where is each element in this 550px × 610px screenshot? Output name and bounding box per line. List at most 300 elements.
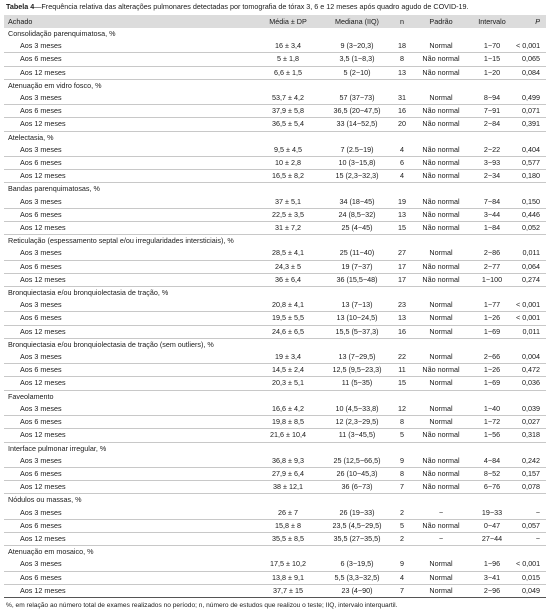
p-value-cell: < 0,001	[516, 558, 546, 571]
pattern-cell: Normal	[414, 558, 468, 571]
mean-sd-cell: 53,7 ± 4,2	[252, 92, 324, 105]
median-iqr-cell: 36,5 (20−47,5)	[324, 105, 390, 118]
table-row	[4, 455, 546, 468]
p-value-cell: −	[516, 532, 546, 545]
section-row	[4, 338, 546, 351]
header-n: n	[390, 15, 414, 28]
range-cell: 2−96	[468, 584, 516, 597]
n-count-cell: 4	[390, 571, 414, 584]
pattern-cell: Normal	[414, 584, 468, 597]
mean-sd-cell: 5 ± 1,8	[252, 53, 324, 66]
range-cell: 1−15	[468, 53, 516, 66]
table-row	[4, 571, 546, 584]
n-count-cell: 7	[390, 481, 414, 494]
section-title: Consolidação parenquimatosa, %	[8, 29, 116, 38]
n-count-cell: 17	[390, 260, 414, 273]
range-cell: 1−96	[468, 558, 516, 571]
pattern-cell: Normal	[414, 247, 468, 260]
finding-timepoint-cell: Aos 3 meses	[4, 351, 252, 364]
mean-sd-cell: 26 ± 7	[252, 507, 324, 520]
range-cell: 7−84	[468, 196, 516, 209]
pattern-cell: −	[414, 507, 468, 520]
median-iqr-cell: 24 (8,5−32)	[324, 208, 390, 221]
table-row	[4, 260, 546, 273]
finding-timepoint-cell: Aos 6 meses	[4, 312, 252, 325]
range-cell: 1−26	[468, 312, 516, 325]
pattern-cell: Normal	[414, 40, 468, 53]
pattern-cell: Não normal	[414, 519, 468, 532]
pattern-cell: Não normal	[414, 429, 468, 442]
median-iqr-cell: 12,5 (9,5−23,3)	[324, 364, 390, 377]
table-row	[4, 105, 546, 118]
p-value-cell: 0,027	[516, 416, 546, 429]
table-footnote: %, em relação ao número total de exames realizados no período; n, número de estudos que realizou o teste; IIQ, intervalo interquartil.	[6, 601, 398, 609]
median-iqr-cell: 9 (3−20,3)	[324, 40, 390, 53]
range-cell: 1−70	[468, 40, 516, 53]
n-count-cell: 13	[390, 208, 414, 221]
header-intervalo: Intervalo	[468, 15, 516, 28]
range-cell: 19−33	[468, 507, 516, 520]
median-iqr-cell: 13 (10−24,5)	[324, 312, 390, 325]
range-cell: 2−22	[468, 144, 516, 157]
mean-sd-cell: 21,6 ± 10,4	[252, 429, 324, 442]
range-cell: 1−26	[468, 364, 516, 377]
pattern-cell: Não normal	[414, 260, 468, 273]
p-value-cell: 0,052	[516, 222, 546, 235]
median-iqr-cell: 15,5 (5−37,3)	[324, 325, 390, 338]
p-value-cell: 0,577	[516, 157, 546, 170]
n-count-cell: 5	[390, 519, 414, 532]
header-achado: Achado	[4, 15, 252, 28]
range-cell: 1−69	[468, 377, 516, 390]
median-iqr-cell: 11 (5−35)	[324, 377, 390, 390]
table-row	[4, 157, 546, 170]
p-value-cell: 0,057	[516, 519, 546, 532]
p-value-cell: 0,004	[516, 351, 546, 364]
range-cell: 0−47	[468, 519, 516, 532]
table-row	[4, 196, 546, 209]
finding-timepoint-cell: Aos 12 meses	[4, 481, 252, 494]
table-row	[4, 532, 546, 545]
table-row	[4, 208, 546, 221]
finding-timepoint-cell: Aos 6 meses	[4, 105, 252, 118]
section-row	[4, 235, 546, 248]
header-media-dp: Média ± DP	[252, 15, 324, 28]
n-count-cell: 4	[390, 170, 414, 183]
table-row	[4, 222, 546, 235]
mean-sd-cell: 38 ± 12,1	[252, 481, 324, 494]
section-title: Bronquiectasia e/ou bronquiolectasia de tração, %	[8, 288, 169, 298]
mean-sd-cell: 37 ± 5,1	[252, 196, 324, 209]
table-caption-label: Tabela 4	[6, 2, 35, 11]
range-cell: 1−84	[468, 222, 516, 235]
pattern-cell: Não normal	[414, 170, 468, 183]
range-cell: 7−91	[468, 105, 516, 118]
range-cell: 8−94	[468, 92, 516, 105]
pattern-cell: Não normal	[414, 222, 468, 235]
finding-timepoint-cell: Aos 3 meses	[4, 247, 252, 260]
n-count-cell: 12	[390, 403, 414, 416]
range-cell: 2−86	[468, 247, 516, 260]
table-row	[4, 40, 546, 53]
mean-sd-cell: 16,5 ± 8,2	[252, 170, 324, 183]
n-count-cell: 8	[390, 53, 414, 66]
section-title: Atelectasia, %	[8, 132, 54, 142]
pattern-cell: Normal	[414, 403, 468, 416]
finding-timepoint-cell: Aos 12 meses	[4, 170, 252, 183]
n-count-cell: 16	[390, 325, 414, 338]
table-row	[4, 118, 546, 131]
table-body	[4, 28, 546, 597]
n-count-cell: 16	[390, 105, 414, 118]
range-cell: 4−84	[468, 455, 516, 468]
median-iqr-cell: 25 (12,5−66,5)	[324, 455, 390, 468]
pattern-cell: −	[414, 532, 468, 545]
n-count-cell: 23	[390, 299, 414, 312]
median-iqr-cell: 5 (2−10)	[324, 66, 390, 79]
finding-timepoint-cell: Aos 6 meses	[4, 157, 252, 170]
mean-sd-cell: 27,9 ± 6,4	[252, 467, 324, 480]
median-iqr-cell: 10 (3−15,8)	[324, 157, 390, 170]
pattern-cell: Não normal	[414, 118, 468, 131]
n-count-cell: 8	[390, 467, 414, 480]
n-count-cell: 13	[390, 312, 414, 325]
mean-sd-cell: 28,5 ± 4,1	[252, 247, 324, 260]
p-value-cell: 0,071	[516, 105, 546, 118]
finding-timepoint-cell: Aos 12 meses	[4, 325, 252, 338]
mean-sd-cell: 16,6 ± 4,2	[252, 403, 324, 416]
n-count-cell: 2	[390, 507, 414, 520]
mean-sd-cell: 19,5 ± 5,5	[252, 312, 324, 325]
n-count-cell: 6	[390, 157, 414, 170]
p-value-cell: 0,318	[516, 429, 546, 442]
median-iqr-cell: 57 (37−73)	[324, 92, 390, 105]
n-count-cell: 27	[390, 247, 414, 260]
p-value-cell: < 0,001	[516, 299, 546, 312]
n-count-cell: 13	[390, 66, 414, 79]
section-title: Nódulos ou massas, %	[8, 495, 82, 505]
finding-timepoint-cell: Aos 6 meses	[4, 571, 252, 584]
p-value-cell: 0,065	[516, 53, 546, 66]
table-row	[4, 66, 546, 79]
median-iqr-cell: 3,5 (1−8,3)	[324, 53, 390, 66]
p-value-cell: 0,404	[516, 144, 546, 157]
median-iqr-cell: 36 (6−73)	[324, 481, 390, 494]
median-iqr-cell: 23,5 (4,5−29,5)	[324, 519, 390, 532]
section-row	[4, 390, 546, 403]
p-value-cell: 0,064	[516, 260, 546, 273]
median-iqr-cell: 12 (2,3−29,5)	[324, 416, 390, 429]
median-iqr-cell: 10 (4,5−33,8)	[324, 403, 390, 416]
pattern-cell: Normal	[414, 351, 468, 364]
median-iqr-cell: 13 (7−29,5)	[324, 351, 390, 364]
table-row	[4, 377, 546, 390]
section-title: Interface pulmonar irregular, %	[8, 443, 107, 453]
mean-sd-cell: 37,7 ± 15	[252, 584, 324, 597]
section-title: Reticulação (espessamento septal e/ou irregularidades intersticiais), %	[8, 236, 234, 246]
p-value-cell: 0,036	[516, 377, 546, 390]
finding-timepoint-cell: Aos 3 meses	[4, 455, 252, 468]
p-value-cell: 0,446	[516, 208, 546, 221]
p-value-cell: 0,472	[516, 364, 546, 377]
p-value-cell: 0,242	[516, 455, 546, 468]
p-value-cell: 0,039	[516, 403, 546, 416]
finding-timepoint-cell: Aos 6 meses	[4, 260, 252, 273]
p-value-cell: 0,011	[516, 247, 546, 260]
table-row	[4, 364, 546, 377]
n-count-cell: 11	[390, 364, 414, 377]
section-row	[4, 28, 546, 40]
pattern-cell: Normal	[414, 416, 468, 429]
mean-sd-cell: 13,8 ± 9,1	[252, 571, 324, 584]
finding-timepoint-cell: Aos 12 meses	[4, 429, 252, 442]
finding-timepoint-cell: Aos 12 meses	[4, 222, 252, 235]
header-padrao: Padrão	[414, 15, 468, 28]
mean-sd-cell: 9,5 ± 4,5	[252, 144, 324, 157]
pattern-cell: Normal	[414, 312, 468, 325]
range-cell: 6−76	[468, 481, 516, 494]
p-value-cell: −	[516, 507, 546, 520]
finding-timepoint-cell: Aos 12 meses	[4, 532, 252, 545]
range-cell: 2−34	[468, 170, 516, 183]
section-row	[4, 546, 546, 559]
finding-timepoint-cell: Aos 6 meses	[4, 519, 252, 532]
finding-timepoint-cell: Aos 3 meses	[4, 403, 252, 416]
n-count-cell: 18	[390, 40, 414, 53]
range-cell: 1−40	[468, 403, 516, 416]
mean-sd-cell: 36,5 ± 5,4	[252, 118, 324, 131]
range-cell: 1−69	[468, 325, 516, 338]
mean-sd-cell: 36,8 ± 9,3	[252, 455, 324, 468]
table-row	[4, 273, 546, 286]
section-row	[4, 131, 546, 144]
p-value-cell: 0,391	[516, 118, 546, 131]
n-count-cell: 8	[390, 416, 414, 429]
section-title: Bandas parenquimatosas, %	[8, 184, 100, 194]
section-row	[4, 79, 546, 92]
median-iqr-cell: 36 (15,5−48)	[324, 273, 390, 286]
n-count-cell: 22	[390, 351, 414, 364]
results-table	[4, 15, 546, 598]
pattern-cell: Não normal	[414, 364, 468, 377]
section-title: Atenuação em vidro fosco, %	[8, 80, 102, 90]
mean-sd-cell: 20,3 ± 5,1	[252, 377, 324, 390]
median-iqr-cell: 25 (11−40)	[324, 247, 390, 260]
range-cell: 3−41	[468, 571, 516, 584]
p-value-cell: 0,157	[516, 467, 546, 480]
pattern-cell: Não normal	[414, 53, 468, 66]
median-iqr-cell: 19 (7−37)	[324, 260, 390, 273]
n-count-cell: 15	[390, 222, 414, 235]
table-row	[4, 416, 546, 429]
median-iqr-cell: 25 (4−45)	[324, 222, 390, 235]
pattern-cell: Não normal	[414, 208, 468, 221]
n-count-cell: 4	[390, 144, 414, 157]
table-caption-text: —Frequência relativa das alterações pulmonares detectadas por tomografia de tórax 3, 6 e 12 meses após quadro agudo de COVID-19.	[34, 2, 469, 11]
section-row	[4, 494, 546, 507]
pattern-cell: Normal	[414, 325, 468, 338]
table-row	[4, 92, 546, 105]
n-count-cell: 7	[390, 584, 414, 597]
mean-sd-cell: 20,8 ± 4,1	[252, 299, 324, 312]
pattern-cell: Não normal	[414, 481, 468, 494]
pattern-cell: Não normal	[414, 105, 468, 118]
finding-timepoint-cell: Aos 6 meses	[4, 208, 252, 221]
table-row	[4, 403, 546, 416]
p-value-cell: 0,180	[516, 170, 546, 183]
n-count-cell: 9	[390, 558, 414, 571]
pattern-cell: Normal	[414, 571, 468, 584]
header-p-value: P	[516, 15, 546, 28]
median-iqr-cell: 23 (4−90)	[324, 584, 390, 597]
finding-timepoint-cell: Aos 12 meses	[4, 66, 252, 79]
pattern-cell: Normal	[414, 377, 468, 390]
range-cell: 1−20	[468, 66, 516, 79]
p-value-cell: 0,015	[516, 571, 546, 584]
p-value-cell: 0,274	[516, 273, 546, 286]
mean-sd-cell: 35,5 ± 8,5	[252, 532, 324, 545]
section-title: Faveolamento	[8, 391, 54, 401]
n-count-cell: 17	[390, 273, 414, 286]
range-cell: 1−72	[468, 416, 516, 429]
range-cell: 1−100	[468, 273, 516, 286]
mean-sd-cell: 14,5 ± 2,4	[252, 364, 324, 377]
mean-sd-cell: 10 ± 2,8	[252, 157, 324, 170]
pattern-cell: Não normal	[414, 144, 468, 157]
mean-sd-cell: 17,5 ± 10,2	[252, 558, 324, 571]
finding-timepoint-cell: Aos 6 meses	[4, 53, 252, 66]
range-cell: 8−52	[468, 467, 516, 480]
table-row	[4, 467, 546, 480]
median-iqr-cell: 34 (18−45)	[324, 196, 390, 209]
pattern-cell: Não normal	[414, 157, 468, 170]
range-cell: 2−84	[468, 118, 516, 131]
table-row	[4, 144, 546, 157]
median-iqr-cell: 6 (3−19,5)	[324, 558, 390, 571]
section-row	[4, 183, 546, 196]
p-value-cell: < 0,001	[516, 40, 546, 53]
table-row	[4, 53, 546, 66]
mean-sd-cell: 19 ± 3,4	[252, 351, 324, 364]
table-caption	[6, 2, 546, 12]
median-iqr-cell: 5,5 (3,3−32,5)	[324, 571, 390, 584]
table-row	[4, 325, 546, 338]
mean-sd-cell: 6,6 ± 1,5	[252, 66, 324, 79]
median-iqr-cell: 35,5 (27−35,5)	[324, 532, 390, 545]
mean-sd-cell: 31 ± 7,2	[252, 222, 324, 235]
n-count-cell: 2	[390, 532, 414, 545]
table-row	[4, 584, 546, 597]
table-row	[4, 170, 546, 183]
table-row	[4, 558, 546, 571]
table-header-row	[4, 15, 546, 28]
range-cell: 27−44	[468, 532, 516, 545]
n-count-cell: 9	[390, 455, 414, 468]
finding-timepoint-cell: Aos 3 meses	[4, 558, 252, 571]
table-row	[4, 312, 546, 325]
p-value-cell: 0,499	[516, 92, 546, 105]
p-value-cell: 0,049	[516, 584, 546, 597]
table-row	[4, 519, 546, 532]
mean-sd-cell: 24,6 ± 6,5	[252, 325, 324, 338]
finding-timepoint-cell: Aos 6 meses	[4, 467, 252, 480]
median-iqr-cell: 13 (7−13)	[324, 299, 390, 312]
header-mediana-iiq: Mediana (IIQ)	[324, 15, 390, 28]
median-iqr-cell: 33 (14−52,5)	[324, 118, 390, 131]
table-row	[4, 481, 546, 494]
finding-timepoint-cell: Aos 6 meses	[4, 416, 252, 429]
section-title: Bronquiectasia e/ou bronquiolectasia de tração (sem outliers), %	[8, 339, 214, 349]
finding-timepoint-cell: Aos 12 meses	[4, 118, 252, 131]
pattern-cell: Normal	[414, 92, 468, 105]
range-cell: 1−77	[468, 299, 516, 312]
table-row	[4, 247, 546, 260]
finding-timepoint-cell: Aos 6 meses	[4, 364, 252, 377]
pattern-cell: Não normal	[414, 66, 468, 79]
finding-timepoint-cell: Aos 12 meses	[4, 584, 252, 597]
section-row	[4, 442, 546, 455]
mean-sd-cell: 24,3 ± 5	[252, 260, 324, 273]
section-title: Atenuação em mosaico, %	[8, 547, 94, 557]
median-iqr-cell: 26 (19−33)	[324, 507, 390, 520]
pattern-cell: Normal	[414, 299, 468, 312]
n-count-cell: 15	[390, 377, 414, 390]
n-count-cell: 20	[390, 118, 414, 131]
median-iqr-cell: 15 (2,3−32,3)	[324, 170, 390, 183]
mean-sd-cell: 19,8 ± 8,5	[252, 416, 324, 429]
table-row	[4, 299, 546, 312]
finding-timepoint-cell: Aos 12 meses	[4, 273, 252, 286]
mean-sd-cell: 15,8 ± 8	[252, 519, 324, 532]
n-count-cell: 5	[390, 429, 414, 442]
range-cell: 2−66	[468, 351, 516, 364]
p-value-cell: 0,150	[516, 196, 546, 209]
mean-sd-cell: 37,9 ± 5,8	[252, 105, 324, 118]
section-row	[4, 287, 546, 300]
finding-timepoint-cell: Aos 3 meses	[4, 299, 252, 312]
finding-timepoint-cell: Aos 12 meses	[4, 377, 252, 390]
mean-sd-cell: 36 ± 6,4	[252, 273, 324, 286]
p-value-cell: 0,084	[516, 66, 546, 79]
range-cell: 2−77	[468, 260, 516, 273]
finding-timepoint-cell: Aos 3 meses	[4, 92, 252, 105]
table-row	[4, 507, 546, 520]
median-iqr-cell: 7 (2.5−19)	[324, 144, 390, 157]
median-iqr-cell: 11 (3−45,5)	[324, 429, 390, 442]
mean-sd-cell: 22,5 ± 3,5	[252, 208, 324, 221]
range-cell: 3−44	[468, 208, 516, 221]
n-count-cell: 31	[390, 92, 414, 105]
n-count-cell: 19	[390, 196, 414, 209]
finding-timepoint-cell: Aos 3 meses	[4, 507, 252, 520]
finding-timepoint-cell: Aos 3 meses	[4, 144, 252, 157]
pattern-cell: Não normal	[414, 455, 468, 468]
p-value-cell: 0,078	[516, 481, 546, 494]
table-row	[4, 351, 546, 364]
table-row	[4, 429, 546, 442]
range-cell: 1−56	[468, 429, 516, 442]
p-value-cell: 0,011	[516, 325, 546, 338]
range-cell: 3−93	[468, 157, 516, 170]
finding-timepoint-cell: Aos 3 meses	[4, 40, 252, 53]
mean-sd-cell: 16 ± 3,4	[252, 40, 324, 53]
pattern-cell: Não normal	[414, 273, 468, 286]
pattern-cell: Não normal	[414, 467, 468, 480]
pattern-cell: Não normal	[414, 196, 468, 209]
finding-timepoint-cell: Aos 3 meses	[4, 196, 252, 209]
median-iqr-cell: 26 (10−45,3)	[324, 467, 390, 480]
p-value-cell: < 0,001	[516, 312, 546, 325]
